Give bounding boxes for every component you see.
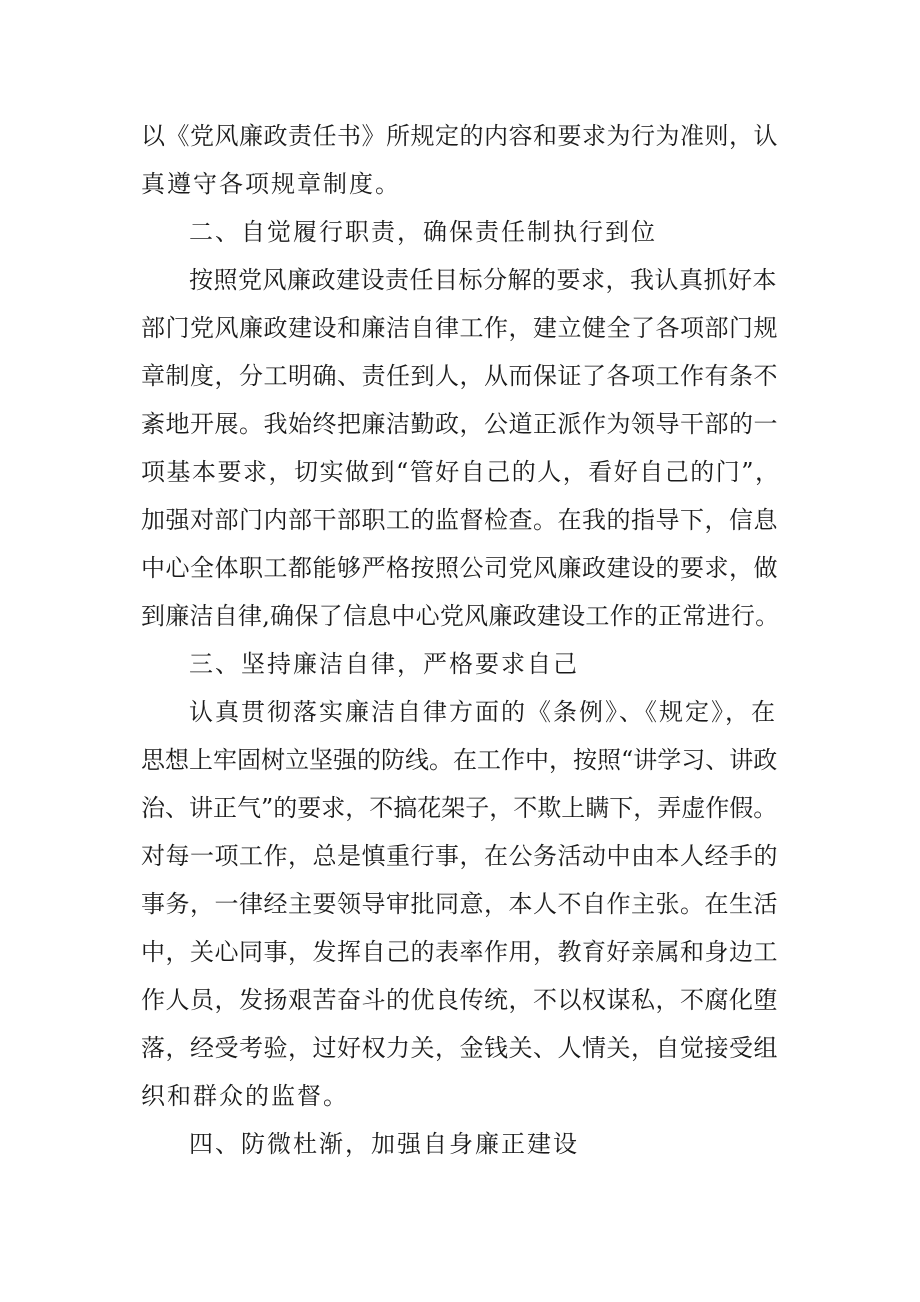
text-line: 事务，一律经主要领导审批同意，本人不自作主张。在生活 xyxy=(141,890,778,918)
text-line: 中心全体职工都能够严格按照公司党风廉政建设的要求，做 xyxy=(141,554,778,582)
text-line: 落，经受考验，过好权力关，金钱关、人情关，自觉接受组 xyxy=(141,1034,778,1062)
text-line: 章制度，分工明确、责任到人，从而保证了各项工作有条不 xyxy=(141,362,778,390)
text-line: 作人员，发扬艰苦奋斗的优良传统，不以权谋私，不腐化堕 xyxy=(141,986,778,1014)
section-heading: 二、自觉履行职责，确保责任制执行到位 xyxy=(189,218,657,246)
text-line: 思想上牢固树立坚强的防线。在工作中，按照“讲学习、讲政 xyxy=(141,746,778,774)
text-line: 中，关心同事，发挥自己的表率作用，教育好亲属和身边工 xyxy=(141,938,778,966)
text-line: 到廉洁自律,确保了信息中心党风廉政建设工作的正常进行。 xyxy=(141,602,780,630)
section-heading: 三、坚持廉洁自律，严格要求自己 xyxy=(189,650,579,678)
text-line: 认真贯彻落实廉洁自律方面的《条例》、《规定》，在 xyxy=(189,698,777,726)
section-heading: 四、防微杜渐，加强自身廉正建设 xyxy=(189,1130,579,1158)
document-body xyxy=(141,112,781,1168)
text-line: 加强对部门内部干部职工的监督检查。在我的指导下，信息 xyxy=(141,506,778,534)
text-line: 紊地开展。我始终把廉洁勤政，公道正派作为领导干部的一 xyxy=(141,410,778,438)
text-line: 按照党风廉政建设责任目标分解的要求，我认真抓好本 xyxy=(189,266,777,294)
text-line: 织和群众的监督。 xyxy=(141,1082,349,1110)
text-line: 以《党风廉政责任书》所规定的内容和要求为行为准则，认 xyxy=(141,122,778,150)
text-line: 治、讲正气”的要求，不搞花架子，不欺上瞒下，弄虚作假。 xyxy=(141,794,778,822)
text-line: 项基本要求，切实做到“管好自己的人，看好自己的门”， xyxy=(141,458,781,486)
text-line: 部门党风廉政建设和廉洁自律工作，建立健全了各项部门规 xyxy=(141,314,778,342)
text-line: 对每一项工作，总是慎重行事，在公务活动中由本人经手的 xyxy=(141,842,778,870)
text-line: 真遵守各项规章制度。 xyxy=(141,170,401,198)
